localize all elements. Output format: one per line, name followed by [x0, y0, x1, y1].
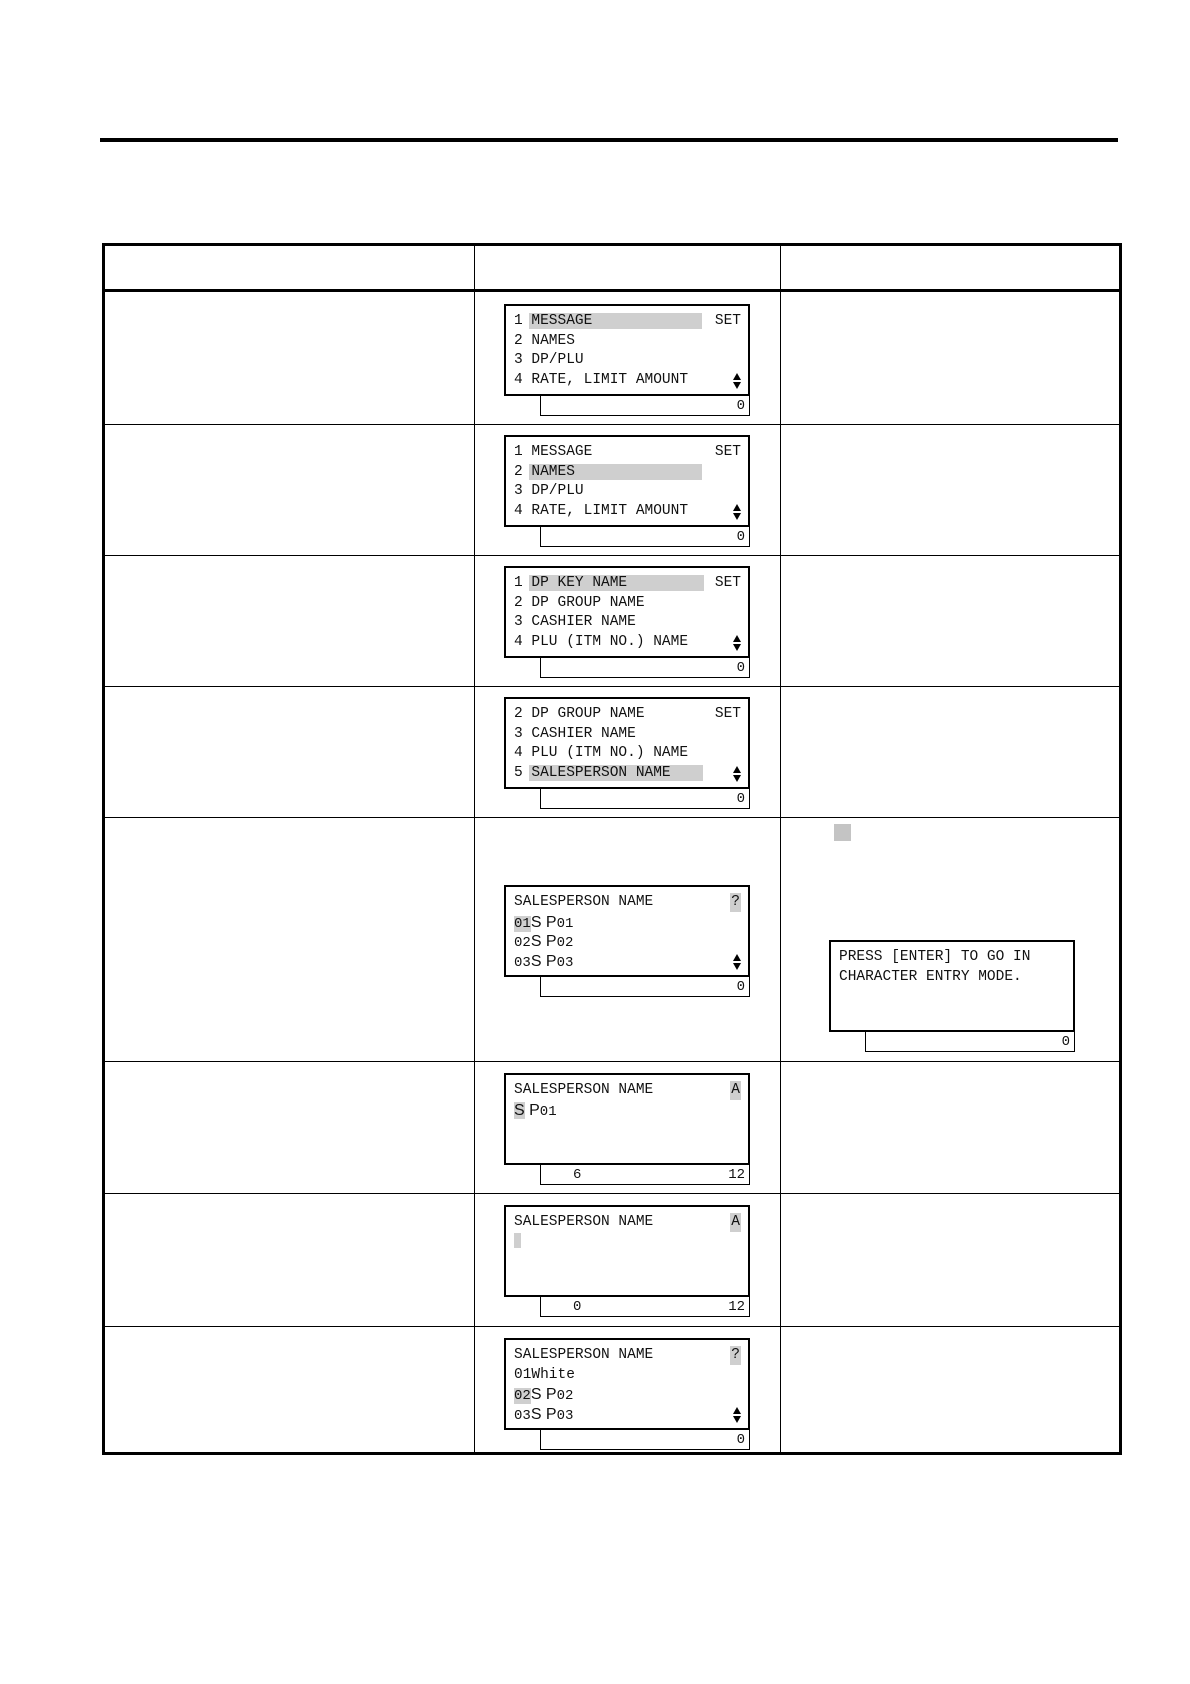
- row-divider: [105, 1326, 1119, 1327]
- counter-value: 0: [736, 1432, 745, 1448]
- list-item: 03S P03: [514, 1405, 748, 1425]
- cursor-position: 6: [573, 1167, 582, 1183]
- table-header-row: [105, 246, 1119, 292]
- lcd-tag: SET: [714, 313, 741, 329]
- row-divider: [105, 686, 1119, 687]
- lcd-display: [504, 566, 750, 658]
- row-divider: [105, 1193, 1119, 1194]
- counter-value: 0: [736, 660, 745, 676]
- menu-line: 4 RATE, LIMIT AMOUNT: [514, 502, 689, 519]
- counter-value: 0: [736, 979, 745, 995]
- menu-line: 4 RATE, LIMIT AMOUNT: [514, 371, 689, 388]
- lcd-tag: SET: [714, 706, 741, 722]
- lcd-status-bar: [540, 789, 750, 809]
- menu-line: 3 CASHIER NAME: [514, 725, 636, 742]
- lcd-display: [504, 1338, 750, 1430]
- lcd-display: [504, 1205, 750, 1297]
- list-item: 01S P01: [514, 913, 574, 932]
- list-item: 02S P02: [514, 933, 574, 951]
- menu-line: 3 DP/PLU: [514, 352, 584, 368]
- message-line: CHARACTER ENTRY MODE.: [839, 968, 1022, 985]
- lcd-status-bar: [865, 1032, 1075, 1052]
- lcd-tag: A: [731, 1082, 740, 1098]
- top-rule: [100, 138, 1118, 142]
- up-down-arrow-icon: [732, 1406, 742, 1424]
- column-divider: [780, 246, 781, 1452]
- lcd-title: SALESPERSON NAME: [514, 1347, 654, 1363]
- max-length: 12: [728, 1299, 745, 1315]
- menu-line: 1 DP KEY NAME: [514, 575, 628, 591]
- up-down-arrow-icon: [732, 503, 742, 521]
- lcd-status-bar: [540, 1165, 750, 1185]
- cursor-block-icon: [834, 824, 851, 841]
- lcd-status-bar: [540, 658, 750, 678]
- lcd-tag: SET: [714, 444, 741, 460]
- row-divider: [105, 555, 1119, 556]
- lcd-tag: ?: [731, 894, 740, 910]
- list-item: 02S P02: [514, 1386, 574, 1404]
- cursor-position: 0: [573, 1299, 582, 1315]
- lcd-title: SALESPERSON NAME: [514, 1214, 654, 1230]
- lcd-display: [504, 697, 750, 789]
- menu-line: 1 MESSAGE: [514, 313, 593, 329]
- menu-line: 3 CASHIER NAME: [514, 614, 636, 630]
- lcd-status-bar: [540, 977, 750, 997]
- lcd-display: [504, 435, 750, 527]
- up-down-arrow-icon: [732, 765, 742, 783]
- up-down-arrow-icon: [732, 953, 742, 971]
- lcd-status-bar: [540, 396, 750, 416]
- lcd-display: [504, 885, 750, 977]
- menu-line: 2 DP GROUP NAME: [514, 706, 645, 722]
- counter-value: 0: [1061, 1034, 1070, 1050]
- list-item: 03S P03: [514, 952, 748, 972]
- lcd-status-bar: [540, 1297, 750, 1317]
- list-item: 01White: [514, 1366, 575, 1383]
- lcd-title: SALESPERSON NAME: [514, 894, 654, 910]
- menu-line: 2 NAMES: [514, 463, 575, 480]
- cursor-block-icon: [514, 1233, 521, 1248]
- lcd-tag: ?: [731, 1347, 740, 1363]
- menu-line: 4 PLU (ITM NO.) NAME: [514, 745, 689, 761]
- lcd-display: [504, 304, 750, 396]
- lcd-status-bar: [540, 527, 750, 547]
- counter-value: 0: [736, 398, 745, 414]
- row-divider: [105, 424, 1119, 425]
- column-divider: [474, 246, 475, 1452]
- lcd-tag: SET: [714, 575, 741, 591]
- menu-line: 5 SALESPERSON NAME: [514, 764, 671, 781]
- up-down-arrow-icon: [732, 634, 742, 652]
- menu-line: 2 NAMES: [514, 332, 575, 349]
- counter-value: 0: [736, 791, 745, 807]
- lcd-display: [829, 940, 1075, 1032]
- menu-line: 2 DP GROUP NAME: [514, 594, 645, 611]
- lcd-status-bar: [540, 1430, 750, 1450]
- max-length: 12: [728, 1167, 745, 1183]
- row-divider: [105, 1061, 1119, 1062]
- lcd-tag: A: [731, 1214, 740, 1230]
- lcd-title: SALESPERSON NAME: [514, 1082, 654, 1098]
- lcd-display: [504, 1073, 750, 1165]
- menu-line: 1 MESSAGE: [514, 444, 593, 460]
- up-down-arrow-icon: [732, 372, 742, 390]
- row-divider: [105, 817, 1119, 818]
- message-line: PRESS [ENTER] TO GO IN: [839, 949, 1031, 965]
- menu-line: 4 PLU (ITM NO.) NAME: [514, 633, 689, 650]
- counter-value: 0: [736, 529, 745, 545]
- menu-line: 3 DP/PLU: [514, 483, 584, 499]
- entry-line: S P01: [514, 1101, 557, 1120]
